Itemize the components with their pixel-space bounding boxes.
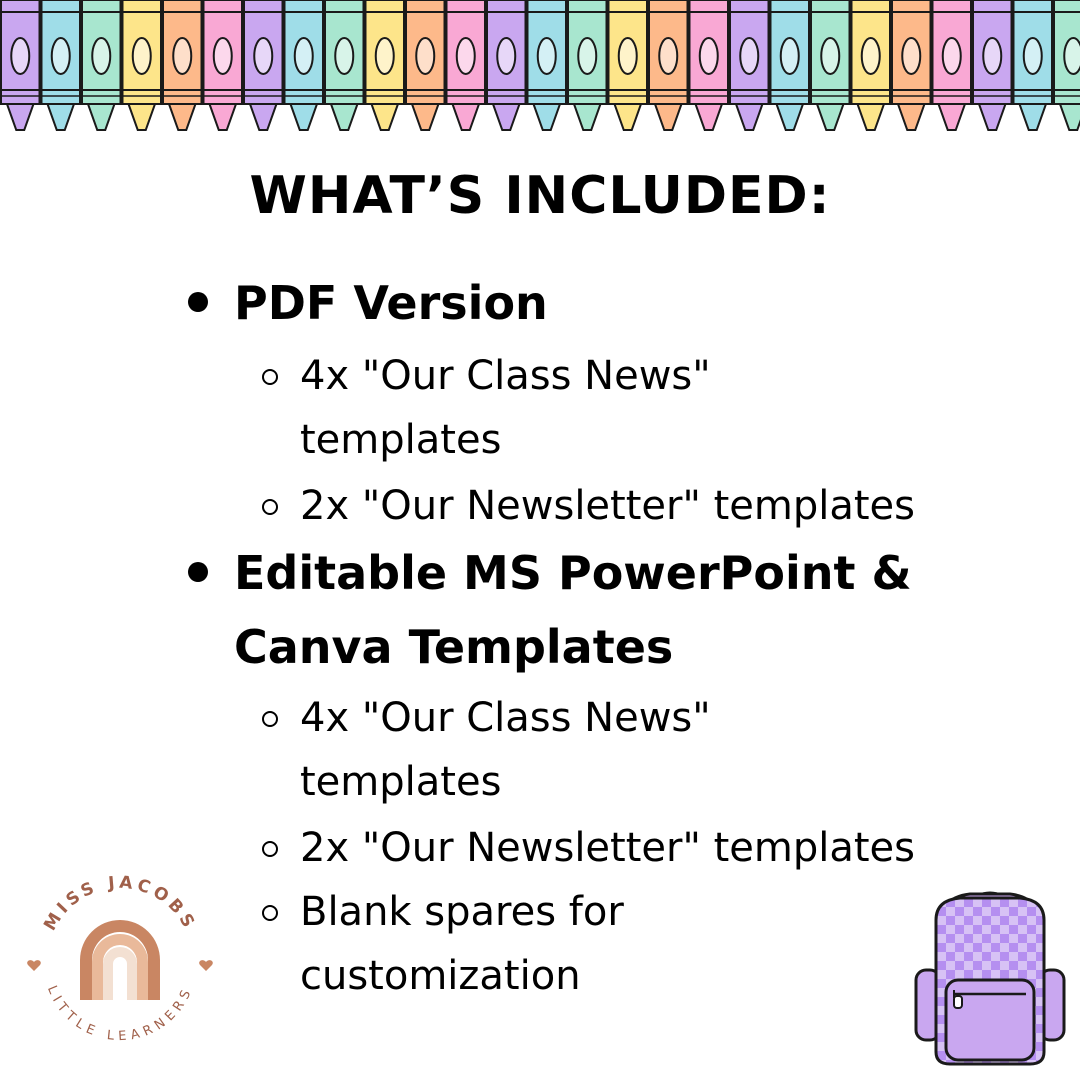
bullet-ring-icon: [262, 711, 278, 727]
backpack-icon: [910, 880, 1070, 1070]
crayon-icon: [82, 0, 121, 130]
crayon-icon: [528, 0, 567, 130]
list-item-line: 4x "Our Class News": [300, 695, 711, 741]
crayon-icon: [1, 0, 40, 130]
crayon-icon: [892, 0, 931, 130]
list-item: [300, 344, 711, 408]
list-item-line: customization: [300, 953, 581, 999]
list-item-line: templates: [300, 759, 502, 805]
crayon-icon: [933, 0, 972, 130]
crayon-icon: [244, 0, 283, 130]
section-heading-pdf: [234, 268, 548, 338]
crayon-icon: [1054, 0, 1080, 130]
crayon-banner: [0, 0, 1080, 140]
bullet-dot-icon: [188, 292, 208, 312]
brand-logo: [20, 860, 220, 1060]
crayon-icon: [447, 0, 486, 130]
crayon-icon: [487, 0, 526, 130]
crayon-icon: [42, 0, 81, 130]
section-heading-editable: [234, 538, 912, 608]
list-item: [300, 474, 915, 538]
section-heading-line: Editable MS PowerPoint &: [234, 546, 912, 600]
heart-icon: [27, 960, 41, 971]
section-heading-line: Canva Templates: [234, 620, 674, 674]
logo-name-bottom: LITTLE LEARNERS: [43, 983, 197, 1045]
list-item: [300, 686, 711, 750]
logo-name-top: MISS JACOBS: [40, 872, 200, 935]
list-item: [300, 880, 624, 944]
list-item-line: 2x "Our Newsletter" templates: [300, 825, 915, 871]
list-item-line: templates: [300, 417, 502, 463]
crayon-icon: [771, 0, 810, 130]
section-heading-line: PDF Version: [234, 276, 548, 330]
list-item-line: 4x "Our Class News": [300, 353, 711, 399]
crayon-icon: [366, 0, 405, 130]
bullet-ring-icon: [262, 905, 278, 921]
crayon-icon: [811, 0, 850, 130]
list-item-continuation: [300, 408, 501, 472]
crayon-icon: [649, 0, 688, 130]
crayon-icon: [285, 0, 324, 130]
list-item-line: Blank spares for: [300, 889, 624, 935]
page-title: WHAT’S INCLUDED:: [249, 166, 831, 226]
list-item-continuation: [300, 944, 581, 1008]
list-item-continuation: [300, 750, 501, 814]
crayon-icon: [973, 0, 1012, 130]
crayon-icon: [406, 0, 445, 130]
list-item-line: 2x "Our Newsletter" templates: [300, 483, 915, 529]
svg-text:LITTLE LEARNERS: [44, 984, 196, 1045]
bullet-ring-icon: [262, 499, 278, 515]
rainbow-icon: [80, 920, 160, 1000]
heart-icon: [199, 960, 213, 971]
crayon-icon: [568, 0, 607, 130]
bullet-ring-icon: [262, 369, 278, 385]
crayon-icon: [730, 0, 769, 130]
crayon-icon: [609, 0, 648, 130]
crayon-icon: [690, 0, 729, 130]
crayon-icon: [852, 0, 891, 130]
crayon-icon: [123, 0, 162, 130]
bullet-dot-icon: [188, 562, 208, 582]
crayon-icon: [163, 0, 202, 130]
section-heading-editable-continuation: [234, 612, 673, 682]
list-item: [300, 816, 915, 880]
crayon-icon: [1014, 0, 1053, 130]
bullet-ring-icon: [262, 841, 278, 857]
crayon-icon: [325, 0, 364, 130]
crayon-icon: [204, 0, 243, 130]
